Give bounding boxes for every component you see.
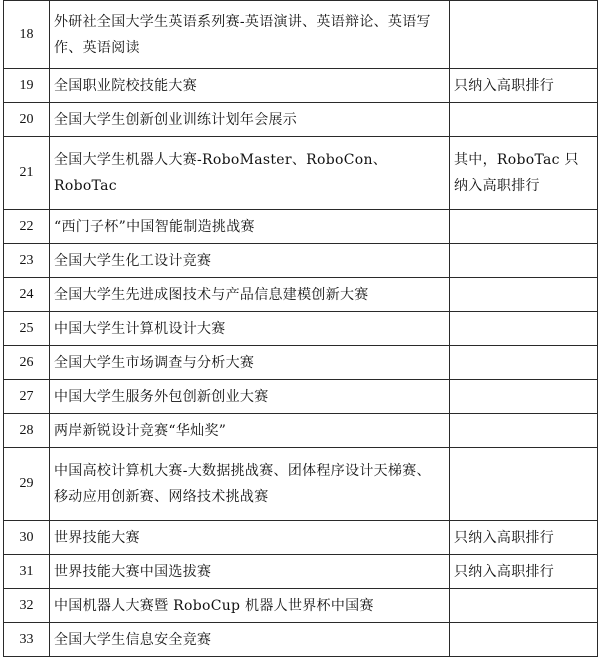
competition-name: 世界技能大赛中国选拔赛: [50, 555, 450, 589]
competition-note: [450, 346, 598, 380]
competition-note: [450, 244, 598, 278]
competition-name: 中国大学生计算机设计大赛: [50, 312, 450, 346]
competition-name: 全国大学生化工设计竞赛: [50, 244, 450, 278]
competition-note: [450, 312, 598, 346]
table-row: [4, 69, 598, 103]
competition-name: 全国大学生市场调查与分析大赛: [50, 346, 450, 380]
row-number: 21: [4, 137, 50, 210]
competition-note: [450, 623, 598, 657]
competition-note: 只纳入高职排行: [450, 521, 598, 555]
competition-note: [450, 380, 598, 414]
competition-name: “西门子杯”中国智能制造挑战赛: [50, 210, 450, 244]
table-row: [4, 589, 598, 623]
table-row: [4, 448, 598, 521]
competition-name: 全国职业院校技能大赛: [50, 69, 450, 103]
competition-note: 只纳入高职排行: [450, 555, 598, 589]
competition-note: [450, 448, 598, 521]
competition-name: 中国大学生服务外包创新创业大赛: [50, 380, 450, 414]
row-number: 18: [4, 1, 50, 69]
table-row: [4, 346, 598, 380]
competition-name: 世界技能大赛: [50, 521, 450, 555]
competition-table: [3, 0, 598, 657]
competition-name: 中国机器人大赛暨 RoboCup 机器人世界杯中国赛: [50, 589, 450, 623]
row-number: 24: [4, 278, 50, 312]
competition-note: [450, 1, 598, 69]
table-row: [4, 521, 598, 555]
row-number: 26: [4, 346, 50, 380]
competition-name: 全国大学生创新创业训练计划年会展示: [50, 103, 450, 137]
competition-name: 全国大学生信息安全竞赛: [50, 623, 450, 657]
table-row: [4, 210, 598, 244]
row-number: 23: [4, 244, 50, 278]
competition-note: [450, 278, 598, 312]
competition-note: [450, 210, 598, 244]
competition-note: [450, 589, 598, 623]
row-number: 19: [4, 69, 50, 103]
row-number: 33: [4, 623, 50, 657]
table-row: [4, 312, 598, 346]
competition-note: [450, 103, 598, 137]
competition-name: 外研社全国大学生英语系列赛-英语演讲、英语辩论、英语写作、英语阅读: [50, 1, 450, 69]
competition-note: [450, 414, 598, 448]
table-row: [4, 137, 598, 210]
table-row: [4, 414, 598, 448]
competition-note: 其中，RoboTac 只纳入高职排行: [450, 137, 598, 210]
competition-name: 中国高校计算机大赛-大数据挑战赛、团体程序设计天梯赛、移动应用创新赛、网络技术挑战赛: [50, 448, 450, 521]
row-number: 28: [4, 414, 50, 448]
table-row: [4, 555, 598, 589]
row-number: 30: [4, 521, 50, 555]
table-row: [4, 623, 598, 657]
row-number: 20: [4, 103, 50, 137]
row-number: 29: [4, 448, 50, 521]
row-number: 27: [4, 380, 50, 414]
competition-name: 全国大学生先进成图技术与产品信息建模创新大赛: [50, 278, 450, 312]
table-row: [4, 278, 598, 312]
competition-name: 全国大学生机器人大赛-RoboMaster、RoboCon、RoboTac: [50, 137, 450, 210]
table-row: [4, 103, 598, 137]
row-number: 22: [4, 210, 50, 244]
competition-name: 两岸新锐设计竞赛“华灿奖”: [50, 414, 450, 448]
competition-note: 只纳入高职排行: [450, 69, 598, 103]
table-row: [4, 244, 598, 278]
row-number: 32: [4, 589, 50, 623]
table-row: [4, 1, 598, 69]
row-number: 25: [4, 312, 50, 346]
table-row: [4, 380, 598, 414]
row-number: 31: [4, 555, 50, 589]
